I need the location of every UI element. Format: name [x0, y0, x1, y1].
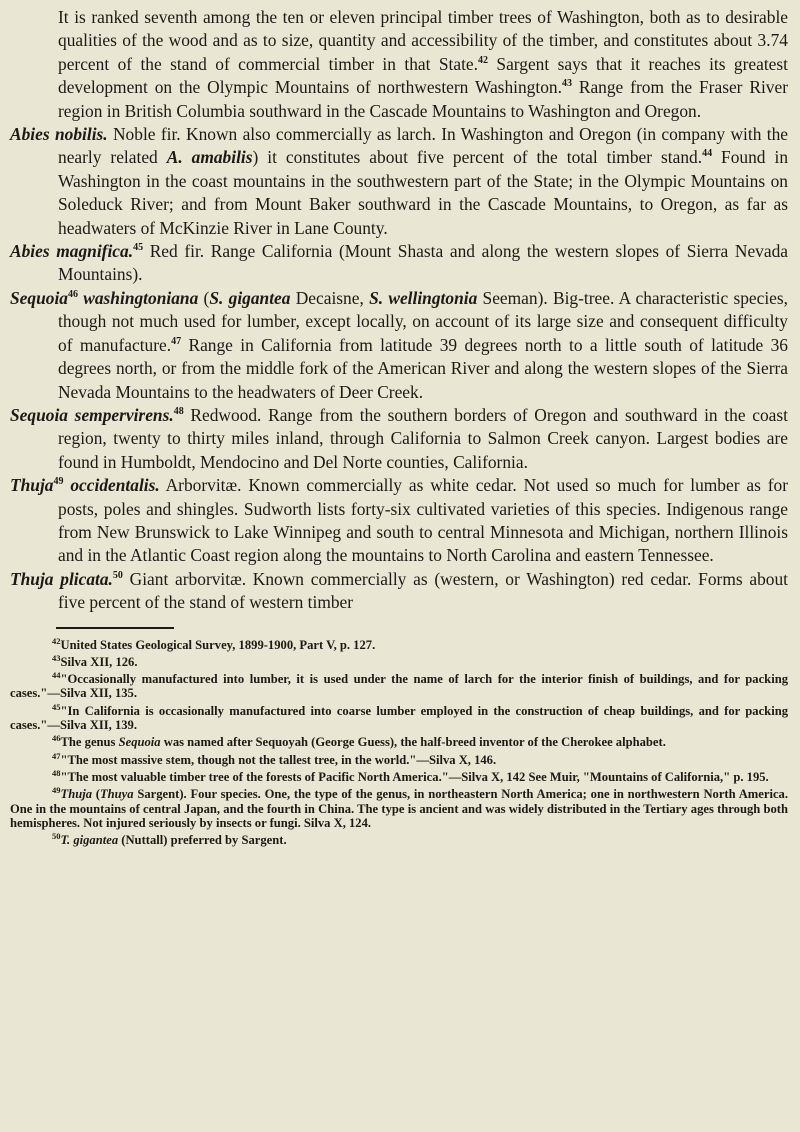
footnote-ref-47: 47 [171, 335, 182, 347]
species-name: Sequoia sempervirens. [10, 404, 174, 425]
entry-sequoia-washingtoniana [10, 287, 788, 404]
footnote-ref-50: 50 [112, 569, 123, 581]
footnote-ref-49: 49 [53, 476, 64, 488]
footnote-number: 50 [52, 830, 61, 841]
footnote-number: 47 [52, 750, 61, 761]
entry-text: Decaisne, [290, 287, 370, 308]
entry-text: Red fir. Range California (Mount Shasta and along the western slopes of Sierra Nevada Mountains). [58, 241, 788, 285]
entry-text: Range in California from latitude 39 degrees north to a little south of latitude 36 degrees north, or from the middle fork of the American River and along the western slopes of the Sierra Nevada Mountains to the headwaters of Deer Creek. [58, 334, 788, 402]
footnote-number: 44 [52, 669, 61, 680]
footnote-49 [10, 787, 788, 830]
footnote-number: 49 [52, 785, 61, 796]
species-name-inline: A. amabilis [166, 147, 253, 168]
entry-text: Redwood. Range from the southern borders of Oregon and southward in the coast region, twenty to thirty miles inland, through California to Salmon Creek canyon. Largest bodies are found in Humboldt, Mendocino and Del Norte counties, California. [58, 404, 788, 472]
footnote-42 [10, 635, 788, 652]
species-name-2: occidentalis. [63, 475, 160, 496]
entry-text: ( [198, 287, 210, 308]
entry-thuja-occidentalis [10, 474, 788, 568]
footnote-text: "The most massive stem, though not the tallest tree, in the world."—Silva X, 146. [60, 752, 497, 767]
footnote-number: 45 [52, 701, 61, 712]
footnote-text: "The most valuable timber tree of the forests of Pacific North America."—Silva X, 142 See Muir, "Mountains of California," p. 195. [60, 769, 769, 784]
species-name: Thuja [10, 475, 54, 496]
footnote-ref-44: 44 [702, 148, 713, 160]
footnote-text: "Occasionally manufactured into lumber, it is used under the name of larch for the interior finish of buildings, and for packing cases."—Silva XII, 135. [10, 672, 788, 701]
species-name: Abies magnifica. [10, 241, 134, 262]
entry-text: ) it constitutes about five percent of the total timber stand. [252, 147, 703, 168]
main-text [10, 6, 788, 615]
entry-abies-nobilis [10, 123, 788, 240]
footnote-43 [10, 652, 788, 669]
entry-thuja-plicata [10, 568, 788, 615]
footnote-italic: Thuya [99, 787, 134, 802]
footnote-number: 48 [52, 767, 61, 778]
footnote-ref-42: 42 [477, 55, 488, 67]
species-name: Thuja plicata. [10, 568, 113, 589]
footnote-text: The genus [60, 735, 119, 750]
species-name: Abies nobilis. [10, 124, 108, 145]
entry-text: Giant arborvitæ. Known commercially as (western, or Washington) red cedar. Forms about five percent of the stand of western timber [58, 568, 788, 613]
species-name-inline: S. wellingtonia [369, 287, 478, 308]
footnote-italic: Thuja [60, 787, 92, 802]
entry-text: Seeman). Big-tree. A characteristic species, though not much used for lumber, except locally, on account of its large size and consequent difficulty of manufacture. [58, 287, 789, 355]
footnote-44 [10, 669, 788, 701]
footnote-50 [10, 830, 788, 848]
footnote-text: was named after Sequoyah (George Guess), the half-breed inventor of the Cherokee alphabet. [160, 735, 666, 750]
species-name: Sequoia [10, 287, 68, 308]
footnote-ref-46: 46 [67, 289, 78, 301]
footnote-48 [10, 767, 788, 784]
entry-text: Arborvitæ. Known commercially as white cedar. Not used so much for lumber as for posts, poles and shingles. Sudworth lists forty-six cultivated varieties of this species. Indigenous range from New Brunswick to Lake Winnipeg and south to central Minnesota and Michigan, northern Illinois and in the Atlantic Coast region along the mountains to North Carolina and eastern Tennessee. [58, 475, 788, 566]
species-name-inline: S. gigantea [209, 287, 291, 308]
footnote-italic: Sequoia [118, 735, 161, 750]
footnote-text: "In California is occasionally manufactured into coarse lumber employed in the construction of cheap buildings, and for packing cases."—Silva XII, 139. [10, 703, 788, 733]
entry-text: Noble fir. Known also commercially as larch. In Washington and Oregon (in company with the nearly related [58, 124, 788, 168]
footnote-text: Silva XII, 126. [60, 654, 138, 669]
entry-text: Found in Washington in the coast mountains in the southwestern part of the State; in the Olympic Mountains on Soleduck River; and from Mount Baker southward in the Cascade Mountains, to Oregon, as far as headwaters of McKinzie River in Lane County. [58, 147, 789, 238]
footnote-number: 46 [52, 733, 61, 744]
entry-abies-magnifica [10, 240, 788, 287]
lead-text-3: Range from the Fraser River region in British Columbia southward in the Cascade Mountains to Washington and Oregon. [58, 77, 789, 121]
lead-text-2: Sargent says that it reaches its greatest development on the Olympic Mountains of northwestern Washington. [58, 53, 788, 98]
footnote-text: (Nuttall) preferred by Sargent. [118, 833, 287, 848]
entry-sequoia-sempervirens [10, 404, 788, 474]
footnote-italic: T. gigantea [60, 833, 119, 848]
footnote-number: 42 [52, 635, 61, 646]
footnote-text: Sargent). Four species. One, the type of the genus, in northeastern North America; one in northwestern North America. One in the mountains of central Japan, and the fourth in China. The type is ancient and was widely distributed in the Tertiary ages through both hemispheres. Not injured seriously by insects or fungi. Silva X, 124. [10, 787, 789, 830]
footnote-text: ( [92, 787, 100, 802]
footnote-divider [56, 627, 174, 629]
footnote-46 [10, 735, 788, 749]
footnote-text: United States Geological Survey, 1899-1900, Part V, p. 127. [60, 637, 376, 652]
lead-text: It is ranked seventh among the ten or eleven principal timber trees of Washington, both as to desirable qualities of the wood and as to size, quantity and accessibility of the timber, and constitutes about 3.74 percent of the stand of commercial timber in that State. [58, 7, 788, 74]
footnote-45 [10, 701, 788, 733]
footnote-ref-48: 48 [173, 406, 184, 418]
footnote-ref-43: 43 [561, 78, 572, 90]
lead-paragraph [10, 6, 788, 123]
footnote-ref-45: 45 [133, 242, 144, 254]
species-name-2: washingtoniana [77, 287, 199, 308]
footnote-number: 43 [52, 652, 61, 663]
footnotes [10, 635, 789, 848]
footnote-47 [10, 750, 788, 767]
